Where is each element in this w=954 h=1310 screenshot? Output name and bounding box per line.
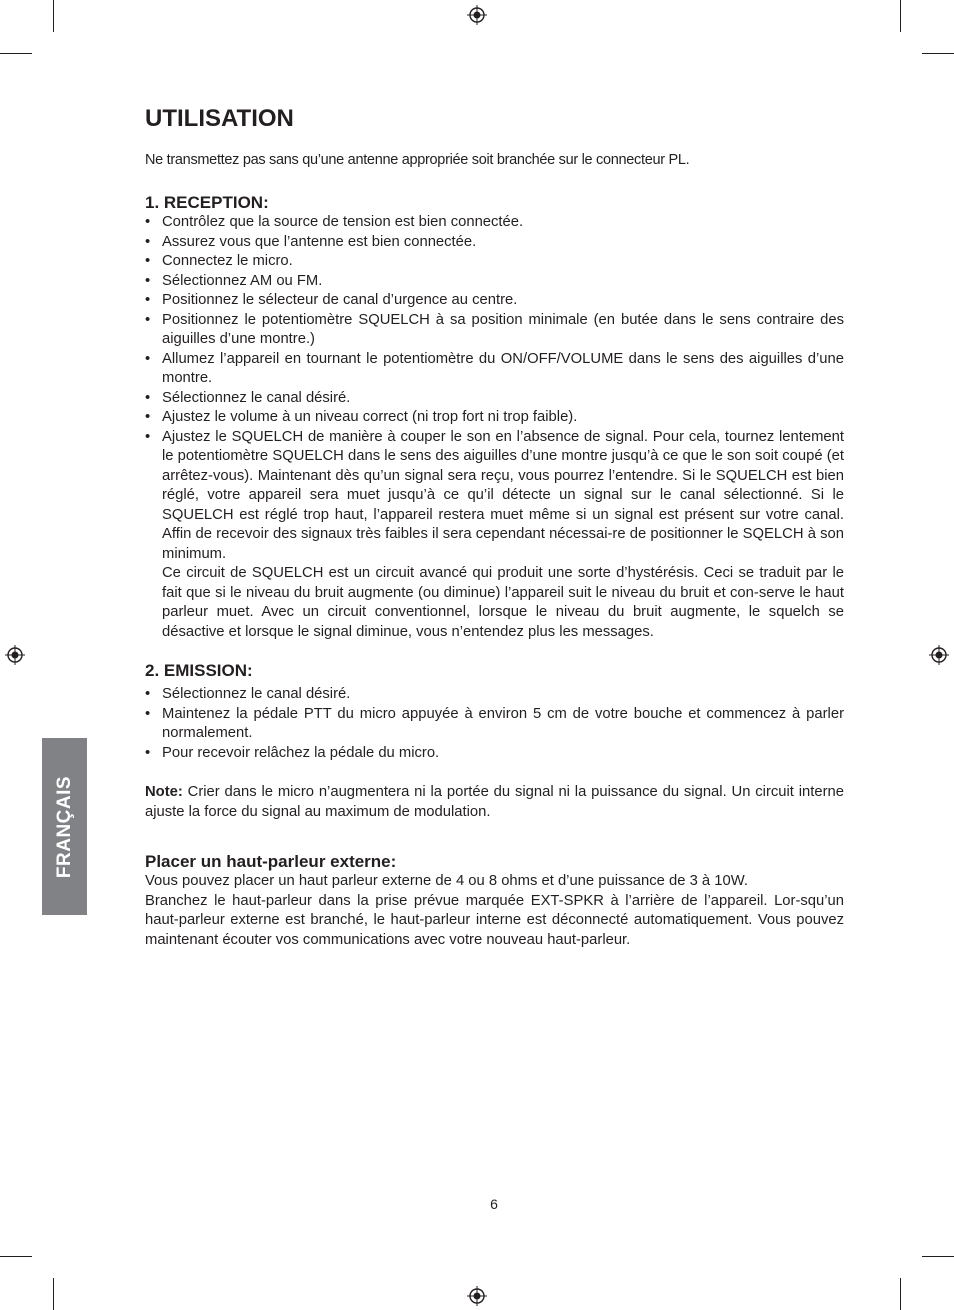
crop-mark (0, 53, 32, 54)
note-label: Note: (145, 784, 183, 800)
list-item (145, 252, 844, 272)
list-item-text: Maintenez la pédale PTT du micro appuyée à environ 5 cm de votre bouche et commencez à parler normalement. (162, 705, 844, 741)
bullet: • (145, 214, 151, 230)
list-item-text: Sélectionnez le canal désiré. (162, 686, 351, 702)
list-item (145, 291, 844, 311)
list-item-text: Sélectionnez le canal désiré. (162, 389, 351, 406)
list-item-text: Contrôlez que la source de tension est bien connectée. (162, 214, 524, 230)
bullet: • (145, 686, 151, 702)
list-item (145, 311, 844, 350)
bullet: • (145, 311, 151, 328)
list-item (145, 685, 844, 705)
bullet: • (145, 292, 151, 308)
emission-heading: 2. EMISSION: (145, 661, 253, 680)
list-item (145, 272, 844, 292)
bullet: • (145, 389, 151, 406)
list-item-text: Positionnez le sélecteur de canal d’urgence au centre. (162, 292, 518, 308)
crop-mark (53, 0, 54, 32)
reception-heading: 1. RECEPTION: (145, 193, 269, 212)
list-item-text: Sélectionnez AM ou FM. (162, 272, 323, 289)
registration-mark-icon (5, 645, 25, 665)
language-side-tab (42, 738, 87, 915)
list-item (145, 389, 844, 409)
list-item-text: Allumez l’appareil en tournant le potentiomètre du ON/OFF/VOLUME dans le sens des aiguilles d’une montre. (162, 350, 844, 386)
speaker-text-2: Branchez le haut-parleur dans la prise prévue marquée EXT-SPKR à l’arrière de l’appareil. Lor-squ’un haut-parleur externe est branché, le haut-parleur interne est déconnecté automatiquement. Vous pouvez maintenant écouter vos communications avec votre nouveau haut-parleur. (145, 892, 844, 948)
bullet: • (145, 744, 151, 761)
speaker-text-1: Vous pouvez placer un haut parleur externe de 4 ou 8 ohms et d’une puissance de 3 à 10W. (145, 873, 748, 889)
page-title: UTILISATION (145, 105, 294, 132)
list-item (145, 744, 844, 764)
crop-mark (53, 1278, 54, 1310)
bullet: • (145, 233, 151, 250)
crop-mark (900, 1278, 901, 1310)
crop-mark (900, 0, 901, 32)
crop-mark (922, 53, 954, 54)
registration-mark-icon (467, 5, 487, 25)
list-item-text: Positionnez le potentiomètre SQUELCH à sa position minimale (en butée dans le sens contraire des aiguilles d’une montre.) (162, 311, 844, 347)
list-item (145, 350, 844, 389)
list-item (145, 408, 844, 428)
list-item (145, 213, 844, 233)
page-content (145, 104, 844, 950)
crop-mark (922, 1256, 954, 1257)
bullet: • (145, 705, 151, 722)
reception-list (145, 213, 844, 642)
registration-mark-icon (467, 1286, 487, 1306)
crop-mark (0, 1256, 32, 1257)
emission-list (145, 685, 844, 763)
list-item-text: Pour recevoir relâchez la pédale du micro. (162, 744, 440, 761)
list-item (145, 705, 844, 744)
list-item (145, 233, 844, 253)
bullet: • (145, 428, 151, 445)
bullet: • (145, 409, 151, 425)
intro-text: Ne transmettez pas sans qu’une antenne appropriée soit branchée sur le connecteur PL. (145, 152, 690, 168)
list-item (145, 428, 844, 643)
speaker-heading: Placer un haut-parleur externe: (145, 852, 397, 871)
list-item-text: Ajustez le SQUELCH de manière à couper le son en l’absence de signal. Pour cela, tournez lentement le potentiomètre SQUELCH dans le sens des aiguilles d’une montre jusqu’à ce que le son soit coupé (et arrêtez-vous). Maintenant dès qu’un signal sera reçu, vous pourrez l’entendre. Si le SQUELCH est bien réglé, votre appareil sera muet jusqu’à ce qu’il détecte un signal sur le canal sélectionné. Si le SQUELCH est réglé trop haut, l’appareil restera muet même si un signal est présent sur votre canal. Affin de recevoir des signaux très faibles il sera cependant nécessai-re de positionner le SQELCH à son minimum. (162, 428, 844, 562)
bullet: • (145, 350, 151, 367)
note-text: Crier dans le micro n’augmentera ni la portée du signal ni la puissance du signal. Un circuit interne ajuste la force du signal au maximum de modulation. (145, 784, 844, 820)
bullet: • (145, 253, 151, 269)
note-paragraph (145, 783, 844, 822)
list-item-text: Assurez vous que l’antenne est bien connectée. (162, 233, 477, 250)
language-label: FRANÇAIS (53, 775, 75, 878)
bullet: • (145, 272, 151, 289)
list-item-text: Connectez le micro. (162, 253, 293, 269)
page-number: 6 (490, 1196, 498, 1212)
list-item-text: Ajustez le volume à un niveau correct (ni trop fort ni trop faible). (162, 409, 578, 425)
squelch-continuation-text: Ce circuit de SQUELCH est un circuit avancé qui produit une sorte d’hystérésis. Ceci se traduit par le fait que si le niveau du bruit augmente (ou diminue) l’appareil suit le niveau du bruit et con-serve le haut parleur muet. Avec un circuit conventionnel, lorsque le niveau du bruit augmente, le squelch se désactive et lorsque le signal diminue, vous n’entendez plus les messages. (162, 565, 844, 640)
registration-mark-icon (929, 645, 949, 665)
